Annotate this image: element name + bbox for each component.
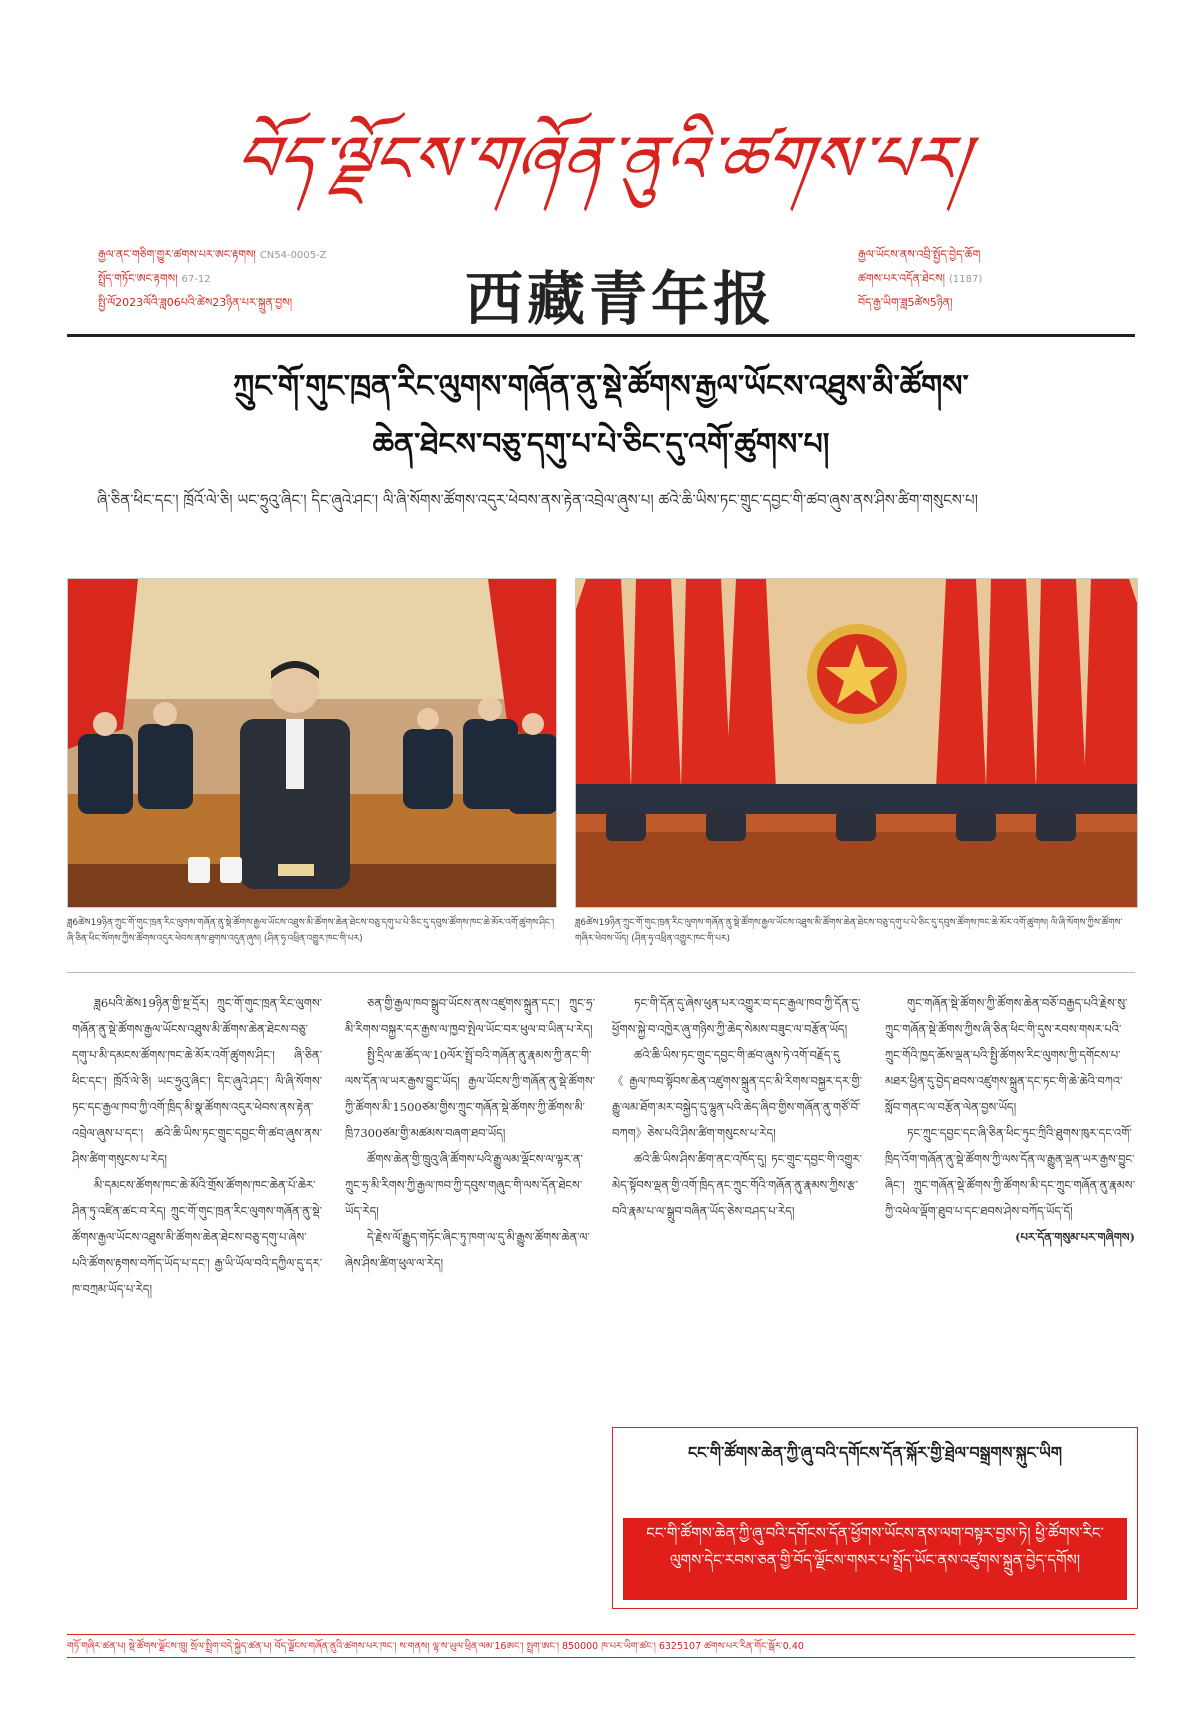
article-paragraph: ཟླ6པའི་ཚེས19ཉིན་གྱི་སྔ་དྲོར། ཀྲུང་གོ་གུང་ཁྲན་རིང་ལུགས་གཞོན་ནུ་སྡེ་ཚོགས་རྒྱལ་ཡོངས་འཐུས་མི་ཚོགས་ཆེན་ཐེངས་བཅུ་དགུ་པ་མི་དམངས་ཚོགས་ཁང་ཆེ་མོར་འགོ་ཚུགས་ཤིང་། ཞི་ཅིན་ཕིང་དང་། ཁྲོའོ་ལེ་ཅི། ཡང་ཧྲུའུ་ཞིང་། དིང་ཞུའེ་ཤང་། ལི་ཞི་སོགས་ཏང་དང་རྒྱལ་ཁབ་ཀྱི་འགོ་ཁྲིད་མི་སྣ་ཚོགས་འདུར་ཕེབས་ནས་རྟེན་འབྲེལ་ཞུས་པ་དང་། ཚའེ་ཆི་ཡིས་ཏང་གྲུང་དབྱང་གི་ཚབ་ཞུས་ནས་ཤིས་ཚིག་གསུངས་པ་རེད། <box>72 996 322 1166</box>
article-paragraph: ཚོགས་ཆེན་གྱི་ཁྲུའུ་ཞི་ཚོགས་པའི་རྒྱུ་ལམ་ལྡོངས་ལ་ལྟར་ན་ཀྲུང་ཧྲ་མི་རིགས་ཀྱི་རྒྱལ་ཁབ་ཀྱི་དབུས་གཞུང་གི་ལས་དོན་ཐེངས་ཡོད་རེད། <box>345 1152 583 1218</box>
article-paragraph: དེ་རྗེས་ལོ་རྒྱུད་གཏོང་ཞིང་ཏུ་ཁག་ལ་དུ་མི་རྒྱུས་ཚོགས་ཆེན་ལ་ཞེས་ཤིས་ཚིག་ཕུལ་ལ་རེད། <box>345 1230 590 1270</box>
tibetan-masthead-title: བོད་ལྗོངས་གཞོན་ནུའི་ཚགས་པར། <box>230 123 975 197</box>
article-paragraph: གུང་གཞོན་སྡེ་ཚོགས་ཀྱི་ཚོགས་ཆེན་བཅོ་བརྒྱད་པའི་རྗེས་སུ་ཀྲུང་གཞོན་སྡེ་ཚོགས་ཀྱིས་ཞི་ཅིན་ཕིང་གི་དུས་རབས་གསར་པའི་ཀྲུང་གོའི་ཁྱད་ཆོས་ལྡན་པའི་སྤྱི་ཚོགས་རིང་ལུགས་ཀྱི་དགོངས་པ་མཐར་ཕྱིན་དུ་བྱེད་ཐབས་འཛུགས་སྐྲུན་དང་ཏང་གི་ཆེ་ཆེའི་བཀའ་སློབ་གནང་ལ་བརྩོན་ལེན་བྱས་ཡོད། <box>885 996 1128 1114</box>
article-paragraph: ཅན་གྱི་རྒྱལ་ཁབ་སྒྲུབ་ཡོངས་ནས་འཛུགས་སྐྲུན་དང་། ཀྲུང་ཧྲ་མི་རིགས་བསྐྱར་དར་རྒྱས་ལ་ཁྱབ་སྤེལ་ཡོང་བར་ཕུལ་བ་ཡིན་པ་རེད། <box>345 996 595 1036</box>
photo-congress-hall <box>575 578 1138 908</box>
masthead-rule <box>67 334 1135 337</box>
issue-info-right <box>858 243 1138 315</box>
headline-line: ཀྲུང་གོ་གུང་ཁྲན་རིང་ལུགས་གཞོན་ནུ་སྡེ་ཚོགས་རྒྱལ་ཡོངས་འཐུས་མི་ཚོགས་ <box>233 369 969 404</box>
article-paragraph: ཚའེ་ཆི་ཡིས་ཏང་གྲུང་དབྱང་གི་ཚབ་ཞུས་ཏེ་འགོ་བརྗོད་དུ《རྒྱལ་ཁབ་སྟོབས་ཆེན་འཛུགས་སྐྲུན་དང་མི་རིགས་བསྐྱར་དར་གྱི་རྒྱུ་ལམ་ཐོག་མར་བསྐྱེད་དུ་ལྷུན་པའི་ཆེད་ཞིབ་གྱིས་གཞོན་ནུ་གཙོ་བོ་བཀག》ཅེས་པའི་ཤིས་ཚིག་གསུངས་པ་རེད། <box>612 1048 862 1140</box>
chinese-masthead-title: 西藏青年报 <box>464 265 775 333</box>
photo-leader-standing <box>67 578 557 908</box>
footer-info: གཏོ་གཞིར་ཚན་པ། སྡེ་ཚོགས་ལྗོངས་ཁྲུ། སྲོལ་སྤྲིག་བདེ་སྐྱེད་ཚན་པ། བོད་ལྗོངས་གཞོན་ནུའི་ཚགས་པར་ཁང་། ས་གནས། ལྷ་ས་ཡུལ་ཕྲིན་ལམ་16ཨང་། སྤྲག་ཨང་། 850000 ཁ་པར་ཡིག་ཚང་། 6325107 ཚགས་པར་རིན་གོང་སྒོར་0.40 <box>67 1634 1135 1658</box>
article-column-3 <box>612 990 862 1410</box>
photo-congress-hall-image <box>576 579 1138 908</box>
article-paragraph: སྤྱི་དྲིལ་ཆ་ཚོད་ལ་10ལོར་སྤྲོ་བའི་གཞོན་ནུ་རྣམས་ཀྱི་ནང་གི་ལས་དོན་ལ་ཡར་རྒྱས་བྱུང་ཡོད། རྒྱལ་ཡོངས་ཀྱི་གཞོན་ནུ་སྡེ་ཚོགས་ཀྱི་ཚོགས་མི་1500ཙམ་གྱིས་ཀྲུང་གཞོན་སྡེ་ཚོགས་ཀྱི་ཚོགས་མི་ཁྲི7300ཙམ་གྱི་མཚམས་བཞག་ཐབ་ཡོད། <box>345 1048 595 1140</box>
issue-info-left <box>98 243 428 315</box>
info-line: རྒྱལ་ནང་གཅིག་གྱུར་ཚགས་པར་ཨང་རྟགས། CN54-0005-Z <box>98 248 327 261</box>
photo-leader-standing-image <box>68 579 557 908</box>
article-column-4 <box>885 990 1135 1410</box>
subheadline: ཞི་ཅིན་ཕིང་དང་། ཁྲོའོ་ལེ་ཅི། ཡང་ཧྲུའུ་ཞིང་། དིང་ཞུའེ་ཤང་། ལི་ཞི་སོགས་ཚོགས་འདུར་ཕེབས་ནས་རྟེན་འབྲེལ་ཞུས་པ། ཚའེ་ཆི་ཡིས་ཏང་གྲུང་དབྱང་གི་ཚབ་ཞུས་ནས་ཤིས་ཚིག་གསུངས་པ། <box>97 491 978 509</box>
article-paragraph: ཏང་ཀྲུང་དབྱང་དང་ཞི་ཅིན་ཕིང་ཏུང་ཀྲིའི་ཐུགས་ཁུར་དང་འགོ་ཁྲིད་འོག་གཞོན་ནུ་སྡེ་ཚོགས་ཀྱི་ལས་དོན་ལ་རྒྱུན་ལྡན་ཡར་རྒྱས་བྱུང་ཞིང་། ཀྲུང་གཞོན་སྡེ་ཚོགས་ཀྱི་ཚོགས་མི་དང་ཀྲུང་གཞོན་ནུ་རྣམས་ཀྱི་འཕེལ་ལྡོག་ཐུབ་པ་དང་ཐབས་ཤེས་བཀོད་ཡོད་དོ། <box>885 1126 1135 1218</box>
photo-caption: ཟླ6ཚེས19ཉིན་ཀྲུང་གོ་གུང་ཁྲན་རིང་ལུགས་གཞོན་ནུ་སྡེ་ཚོགས་རྒྱལ་ཡོངས་འཐུས་མི་ཚོགས་ཆེན་ཐེངས་བཅུ་དགུ་པ་པེ་ཅིང་དུ་དབུས་ཚོགས་ཁང་ཆེ་མོར་འགོ་ཚུགས་ཤིང་། ཞི་ཅིན་ཕིང་སོགས་ཀྱིས་ཚོགས་འདུར་ཕེབས་ནས་ཐུགས་འདུན་ཞུས། (ཤིན་ཧྭ་འཕྲིན་འགྱུར་ཁང་གི་པར) <box>67 918 555 944</box>
article-paragraph: མི་དམངས་ཚོགས་ཁང་ཆེ་མོའི་གྲོས་ཚོགས་ཁང་ཆེན་པོ་ཆེར་ཤིན་ཏུ་འཛིན་ཚང་བ་རེད། ཀྲུང་གོ་གུང་ཁྲན་རིང་ལུགས་གཞོན་ནུ་སྡེ་ཚོགས་རྒྱལ་ཡོངས་འཐུས་མི་ཚོགས་ཆེན་ཐེངས་བཅུ་དགུ་པ་ཞེས་པའི་ཚོགས་རྟགས་བཀོད་ཡོད་པ་དང་། རྒྱ་ཡི་ཡོལ་བའི་དཀྱིལ་དུ་དར་ཁ་བཀྲམ་ཡོད་པ་རེད། <box>72 1178 322 1296</box>
article-paragraph: ཏང་གི་དོན་དུ་ཞེས་ཕུན་པར་འགྱུར་བ་དང་རྒྱལ་ཁབ་ཀྱི་དོན་དུ་ཕྱོགས་སྐྱེ་བ་འཁྱེར་ཞུ་གཉིས་ཀྱི་ཆེད་སེམས་བཟུང་ལ་བརྩོན་ཡོད། <box>612 996 861 1036</box>
photo-caption: ཟླ6ཚེས19ཉིན་ཀྲུང་གོ་གུང་ཁྲན་རིང་ལུགས་གཞོན་ནུ་སྡེ་ཚོགས་རྒྱལ་ཡོངས་འཐུས་མི་ཚོགས་ཆེན་ཐེངས་བཅུ་དགུ་པ་པེ་ཅིང་དུ་དབུས་ཚོགས་ཁང་ཆེ་མོར་འགོ་ཚུགས། ལི་ཞི་སོགས་ཀྱིས་ཚོགས་གཞིར་ཕེབས་ཡོད། (ཤིན་ཧྭ་འཕྲིན་འགྱུར་ཁང་གི་པར) <box>575 918 1123 944</box>
info-line: རྒྱལ་ཡོངས་ནས་འབྲི་སྤྱོད་བྱེད་ཆོག <box>858 248 981 261</box>
continued-note: (པར་དོན་གསུམ་པར་གཞིགས) <box>1015 1230 1135 1244</box>
headline <box>67 358 1135 474</box>
info-line: ཚགས་པར་འདོན་ཐེངས། (1187) <box>858 272 983 285</box>
highlight-box <box>612 1427 1138 1609</box>
info-line: སྤྱི་ལོ2023ལོའི་ཟླ06པའི་ཚེས23ཉིན་པར་སྐྲུན་བྱས། <box>98 296 293 309</box>
highlight-box-title: ངང་གི་ཚོགས་ཆེན་ཀྱི་ཞུ་བའི་དགོངས་དོན་སྐོར་གྱི་ཐྲེལ་བསྒྲགས་སྐུང་ཡིག <box>687 1443 1063 1462</box>
headline-line: ཆེན་ཐེངས་བཅུ་དགུ་པ་པེ་ཅིང་དུ་འགོ་ཚུགས་པ། <box>372 427 830 462</box>
highlight-box-body: ངང་གི་ཚོགས་ཆེན་ཀྱི་ཞུ་བའི་དགོངས་དོན་ཕྱོགས་ཡོངས་ནས་ལག་བསྟར་བྱས་ཏེ། ཕྱི་ཚོགས་རིང་ལུགས་དེང་རབས་ཅན་གྱི་བོད་ལྗོངས་གསར་པ་སྤྲོད་ཡོང་ནས་འཛུགས་སྐྲུན་བྱེད་དགོས། <box>623 1518 1127 1600</box>
article-column-2 <box>345 990 595 1615</box>
article-column-1 <box>72 990 322 1615</box>
column-separator <box>67 972 1135 973</box>
article-paragraph: ཚའེ་ཆི་ཡིས་ཤིས་ཚིག་ནང་འཁོད་དུ། ཏང་གྲུང་དབྱང་གི་འགྱུར་མེད་སྟོབས་ལྡན་གྱི་འགོ་ཁྲིད་ནང་ཀྲུང་གོའི་གཞོན་ནུ་རྣམས་ཀྱིས་རྩ་བའི་རྣམ་པ་ལ་སྒྲུབ་བཞིན་ཡོད་ཅེས་བཤད་པ་རེད། <box>612 1152 862 1218</box>
info-line: བོད་རྒྱ་ཡིག་ཟླ5ཚེས5ཉིན། <box>858 296 953 309</box>
info-line: སྤྲོད་གཏོང་ཨང་རྟགས། 67-12 <box>98 272 211 285</box>
masthead <box>150 88 1050 238</box>
